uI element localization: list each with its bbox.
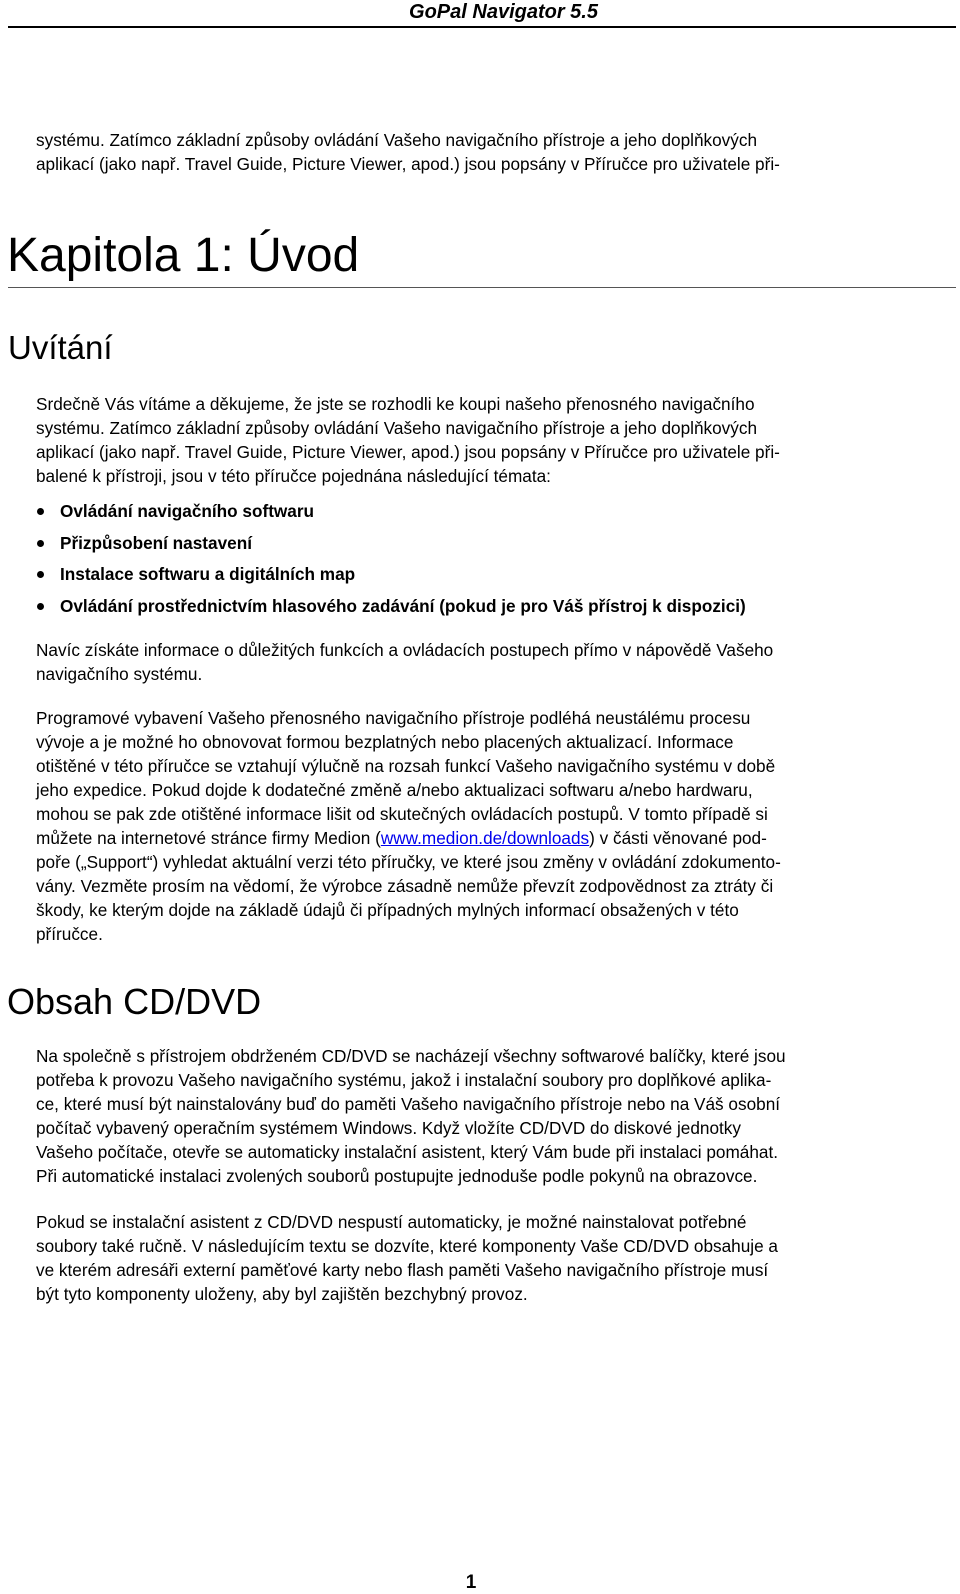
- text-line: vány. Vezměte prosím na vědomí, že výrobce zásadně nemůže převzít zodpovědnost za ztráty či: [36, 876, 774, 896]
- text-line: [36, 826, 956, 850]
- link-line-after: ) v části věnované pod-: [589, 828, 767, 848]
- text-line: jeho expedice. Pokud dojde k dodatečné změně a/nebo aktualizaci softwaru a/nebo hardwaru,: [36, 780, 753, 800]
- text-line: ce, které musí být nainstalovány buď do paměti Vašeho navigačního přístroje nebo na Váš osobní: [36, 1094, 781, 1114]
- text-line: škody, ke kterým dojde na základě údajů či případných mylných informací obsažených v této: [36, 900, 739, 920]
- list-item-label: Instalace softwaru a digitálních map: [60, 564, 356, 584]
- text-line: vývoje a je možné ho obnovovat formou bezplatných nebo placených aktualizací. Informace: [36, 732, 734, 752]
- link-line-before: můžete na internetové stránce firmy Medion (: [36, 828, 381, 848]
- bullet-icon: [37, 571, 44, 578]
- text-line: Na společně s přístrojem obdrženém CD/DVD se nacházejí všechny softwarové balíčky, které jsou: [36, 1046, 786, 1066]
- header-title: GoPal Navigator 5.5: [409, 1, 598, 23]
- page-header: [0, 0, 960, 26]
- text-line: mohou se pak zde otištěné informace lišit od skutečných ovládacích postupů. V tomto případě si: [36, 804, 768, 824]
- welcome-paragraph-2: [36, 638, 956, 686]
- text-line: aplikací (jako např. Travel Guide, Picture Viewer, apod.) jsou popsány v Příručce pro uživatele při-: [36, 154, 780, 174]
- text-line: Pokud se instalační asistent z CD/DVD nespustí automaticky, je možné nainstalovat potřebné: [36, 1212, 747, 1232]
- text-line: aplikací (jako např. Travel Guide, Picture Viewer, apod.) jsou popsány v Příručce pro uživatele při-: [36, 442, 780, 462]
- list-item: [36, 559, 956, 591]
- intro-paragraph: [36, 128, 956, 176]
- text-line: soubory také ručně. V následujícím textu se dozvíte, které komponenty Vaše CD/DVD obsahuje a: [36, 1236, 778, 1256]
- text-line: být tyto komponenty uloženy, aby byl zajištěn bezchybný provoz.: [36, 1284, 528, 1304]
- text-line: ve kterém adresáři externí paměťové karty nebo flash paměti Vašeho navigačního přístroje musí: [36, 1260, 769, 1280]
- text-line: Navíc získáte informace o důležitých funkcích a ovládacích postupech přímo v nápovědě Vašeho: [36, 640, 774, 660]
- text-line: poře („Support“) vyhledat aktuální verzi této příručky, ve které jsou změny v ovládání zdokumento-: [36, 852, 781, 872]
- bullet-icon: [37, 603, 44, 610]
- text-line: Programové vybavení Vašeho přenosného navigačního přístroje podléhá neustálému procesu: [36, 708, 751, 728]
- list-item-label: Ovládání prostřednictvím hlasového zadávání (pokud je pro Váš přístroj k dispozici): [60, 595, 746, 616]
- chapter-rule: [8, 287, 956, 288]
- text-line: Srdečně Vás vítáme a děkujeme, že jste se rozhodli ke koupi našeho přenosného navigačního: [36, 394, 755, 414]
- topic-list: [36, 496, 956, 622]
- header-rule: [8, 26, 956, 28]
- page-number: 1: [465, 1572, 477, 1593]
- text-line: navigačního systému.: [36, 664, 203, 684]
- chapter-title: Kapitola 1: Úvod: [7, 229, 360, 282]
- text-line: příručce.: [36, 924, 103, 944]
- list-item: [36, 591, 956, 623]
- bullet-icon: [37, 540, 44, 547]
- list-item: [36, 496, 956, 528]
- text-line: Při automatické instalaci zvolených souborů postupujte jednoduše podle pokynů na obrazovce.: [36, 1166, 758, 1186]
- cd-paragraph-2: [36, 1210, 956, 1306]
- section-heading-cd-dvd: Obsah CD/DVD: [7, 981, 262, 1022]
- text-line: Vašeho počítače, otevře se automaticky instalační asistent, který Vám bude při instalaci pomáhat.: [36, 1142, 778, 1162]
- list-item-label: Ovládání navigačního softwaru: [60, 501, 315, 521]
- text-line: balené k přístroji, jsou v této příručce pojednána následující témata:: [36, 466, 551, 486]
- text-line: počítač vybavený operačním systémem Windows. Když vložíte CD/DVD do diskové jednotky: [36, 1118, 741, 1138]
- medion-downloads-link[interactable]: www.medion.de/downloads: [380, 828, 590, 848]
- list-item-label: Přizpůsobení nastavení: [60, 532, 252, 553]
- welcome-paragraph-3: [36, 706, 956, 946]
- welcome-paragraph-1: [36, 392, 956, 488]
- cd-paragraph-1: [36, 1044, 956, 1188]
- section-heading-welcome: Uvítání: [8, 329, 113, 366]
- text-line: systému. Zatímco základní způsoby ovládání Vašeho navigačního přístroje a jeho doplňkových: [36, 418, 758, 438]
- text-line: potřeba k provozu Vašeho navigačního systému, jakož i instalační soubory pro doplňkové aplika-: [36, 1070, 772, 1090]
- bullet-icon: [37, 508, 44, 515]
- text-line: otištěné v této příručce se vztahují výlučně na rozsah funkcí Vašeho navigačního systému v době: [36, 756, 776, 776]
- text-line: systému. Zatímco základní způsoby ovládání Vašeho navigačního přístroje a jeho doplňkových: [36, 130, 758, 150]
- list-item: [36, 528, 956, 560]
